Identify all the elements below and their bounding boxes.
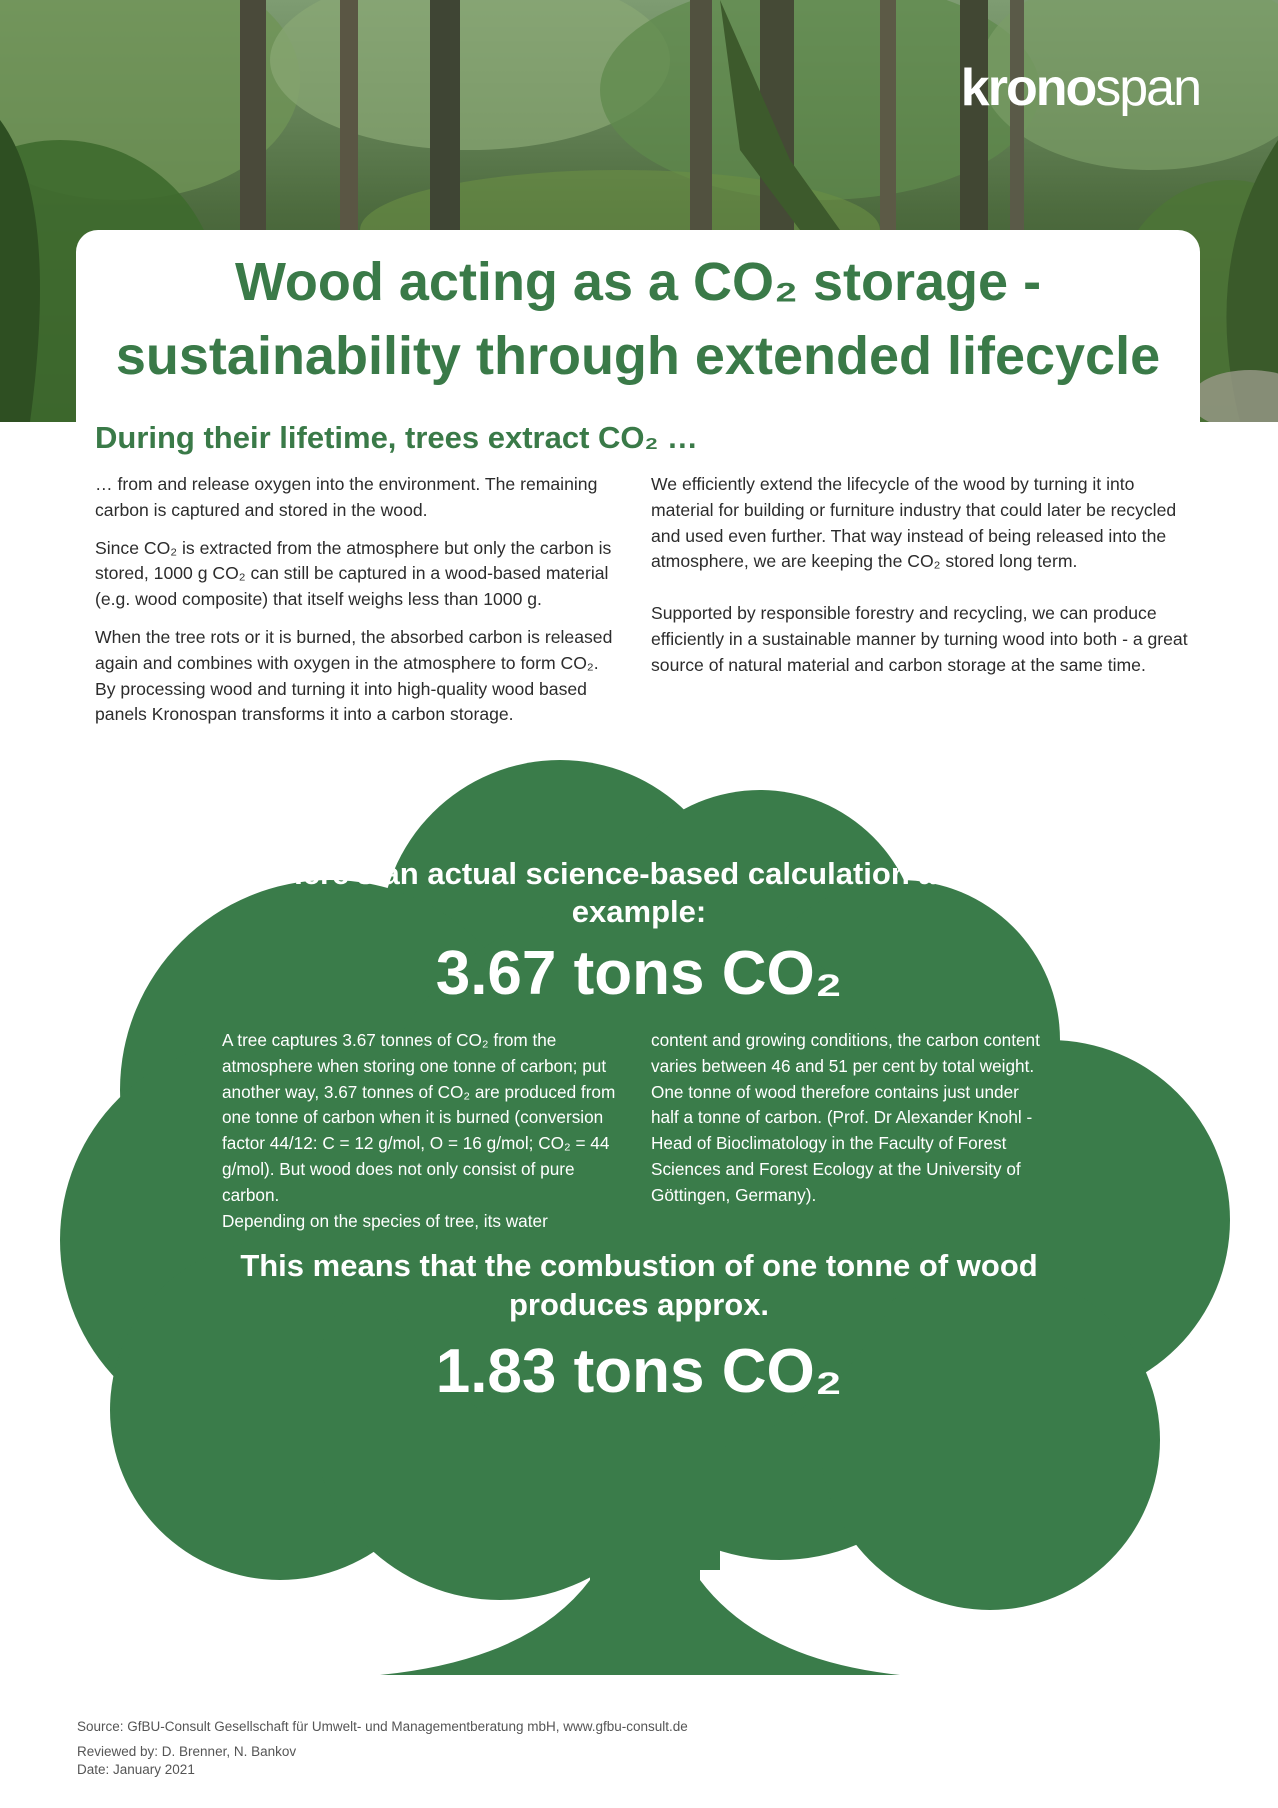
co2-figure-captured: 3.67 tons CO₂ <box>435 939 843 1008</box>
tree-heading: Here’s an actual science-based calculation as an example: <box>280 856 998 929</box>
page-title <box>76 245 1200 393</box>
paragraph: We efficiently extend the lifecycle of the wood by turning it into material for building or furniture industry that could later be recycled and used even further. That way instead of being released into the atmosphere, we are keeping the CO₂ stored long term. <box>651 474 1177 572</box>
tree-right-column <box>651 1028 1051 1209</box>
intro-heading: During their lifetime, trees extract CO₂ … <box>95 420 698 455</box>
date-note: Date: January 2021 <box>77 1762 195 1777</box>
paragraph: … from and release oxygen into the environment. The remaining carbon is captured and stored in the wood. <box>95 474 598 520</box>
co2-figure-combustion: 1.83 tons CO₂ <box>435 1337 843 1406</box>
intro-right-column <box>651 472 1191 691</box>
tree-left-column <box>222 1028 622 1234</box>
source-note: Source: GfBU-Consult Gesellschaft für Umwelt- und Managementberatung mbH, www.gfbu-consult.de <box>77 1719 688 1734</box>
paragraph: Supported by responsible forestry and recycling, we can produce efficiently in a sustainable manner by turning wood into both - a great source of natural material and carbon storage at the same time. <box>651 603 1188 675</box>
paragraph: Since CO₂ is extracted from the atmosphere but only the carbon is stored, 1000 g CO₂ can still be captured in a wood-based material (e.g. wood composite) that itself weighs less than 1000 g. <box>95 537 612 610</box>
conclusion-heading: This means that the combustion of one tonne of wood produces approx. <box>240 1248 1038 1322</box>
reviewed-by: Reviewed by: D. Brenner, N. Bankov <box>77 1744 297 1759</box>
intro-left-column <box>95 472 635 740</box>
paragraph: One tonne of wood therefore contains just under half a tonne of carbon. (Prof. Dr Alexander Knohl - Head of Bioclimatology in the Faculty of Forest Sciences and Forest Ecology at the University of Göttingen, Germany). <box>651 1081 1033 1205</box>
paragraph: Depending on the species of tree, its water <box>222 1210 548 1231</box>
kronospan-logo: kronospan <box>960 59 1200 117</box>
paragraph: A tree captures 3.67 tonnes of CO₂ from the atmosphere when storing one tonne of carbon; put another way, 3.67 tonnes of CO₂ are produced from one tonne of carbon when it is burned (conversion factor 44/12: C = 12 g/mol, O = 16 g/mol; CO₂ = 44 g/mol). But wood does not only consist of pure carbon. <box>222 1030 616 1205</box>
title-line-1: Wood acting as a CO₂ storage - <box>234 252 1042 312</box>
paragraph: By processing wood and turning it into high-quality wood based panels Kronospan transforms it into a carbon storage. <box>95 678 587 725</box>
title-line-2: sustainability through extended lifecycle <box>115 326 1161 386</box>
paragraph: When the tree rots or it is burned, the absorbed carbon is released again and combines with oxygen in the atmosphere to form CO₂. <box>95 626 613 673</box>
paragraph: content and growing conditions, the carbon content varies between 46 and 51 per cent by total weight. <box>651 1030 1040 1076</box>
